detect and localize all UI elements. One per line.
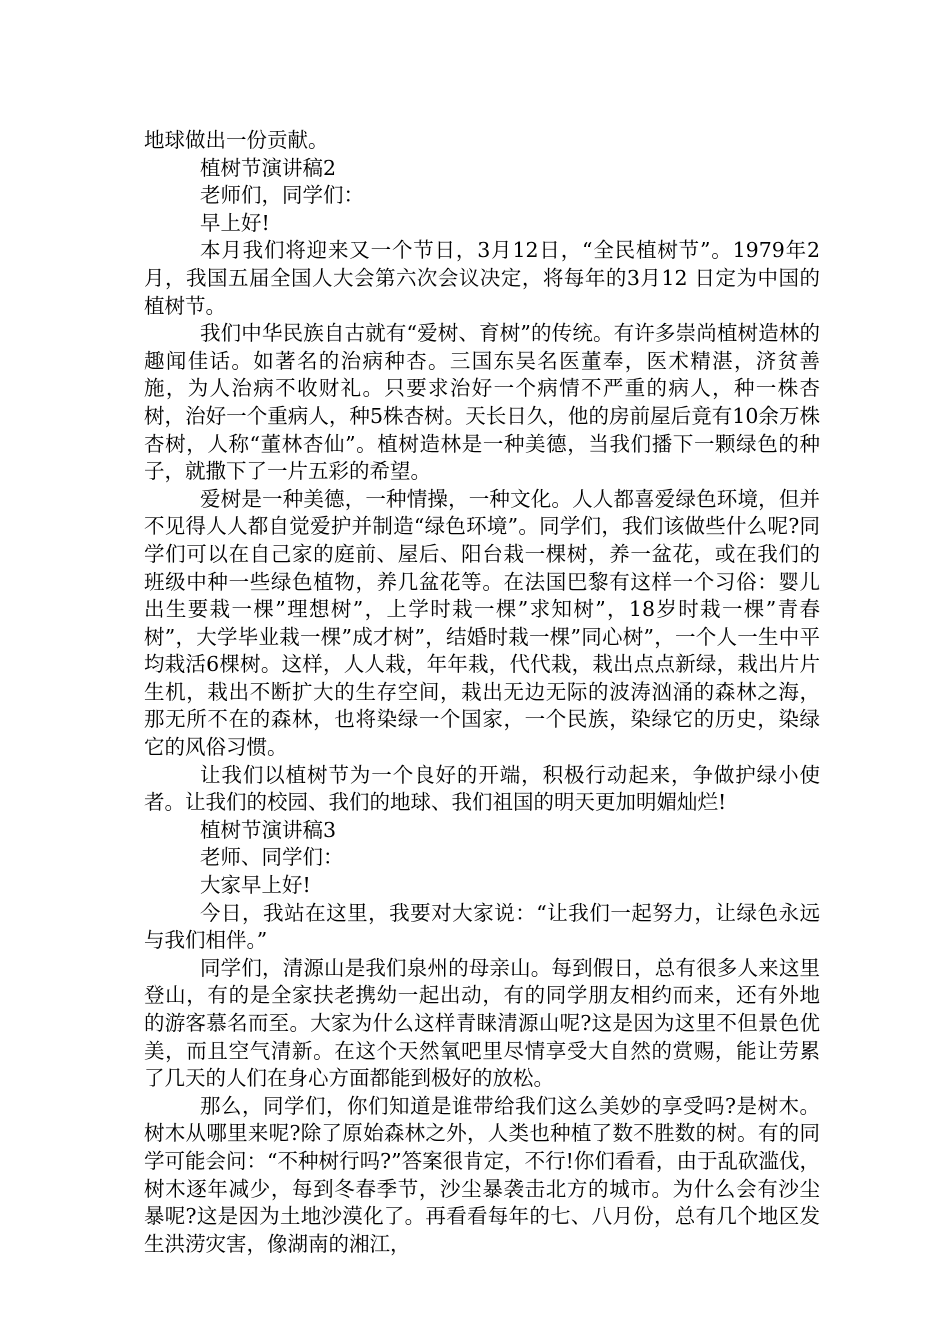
paragraph-5: 本月我们将迎来又一个节日，3月12日，“全民植树节”。1979年2月，我国五届全国人大会第六次会议决定，将每年的3月12 日定为中国的植树节。 bbox=[144, 238, 820, 318]
greeting-2: 早上好! bbox=[200, 210, 270, 235]
salutation-2: 老师们，同学们： bbox=[200, 183, 364, 208]
section-title-3: 植树节演讲稿3 bbox=[200, 817, 337, 842]
paragraph-14: 那么，同学们，你们知道是谁带给我们这么美妙的享受吗?是树木。树木从哪里来呢?除了原始森林之外，人类也种植了数不胜数的树。有的同学可能会问：“不种树行吗?”答案很肯定，不行!你们看看，由于乱砍滥伐，树木逐年减少，每到冬春季节，沙尘暴袭击北方的城市。为什么会有沙尘暴呢?这是因为土地沙漠化了。再看看每年的七、八月份，总有几个地区发生洪涝灾害，像湖南的湘江， bbox=[144, 1093, 820, 1256]
paragraph-1: 地球做出一份贡献。 bbox=[144, 128, 329, 152]
paragraph-8: 让我们以植树节为一个良好的开端，积极行动起来，争做护绿小使者。让我们的校园、我们的地球、我们祖国的明天更加明媚灿烂! bbox=[144, 762, 820, 815]
salutation-3: 老师、同学们： bbox=[200, 845, 344, 870]
section-title-2: 植树节演讲稿2 bbox=[200, 155, 337, 180]
paragraph-13: 同学们，清源山是我们泉州的母亲山。每到假日，总有很多人来这里登山，有的是全家扶老携幼一起出动，有的同学朋友相约而来，还有外地的游客慕名而至。大家为什么这样青睐清源山呢?这是因为这里不但景色优美，而且空气清新。在这个天然氧吧里尽情享受大自然的赏赐，能让劳累了几天的人们在身心方面都能到极好的放松。 bbox=[144, 955, 820, 1091]
document-page bbox=[144, 127, 820, 1258]
paragraph-12: 今日，我站在这里，我要对大家说：“让我们一起努力，让绿色永远与我们相伴。” bbox=[144, 900, 820, 953]
greeting-3: 大家早上好! bbox=[200, 873, 311, 898]
paragraph-6: 我们中华民族自古就有“爱树、育树”的传统。有许多崇尚植树造林的趣闻佳话。如著名的治病种杏。三国东吴名医董奉，医术精湛，济贫善施，为人治病不收财礼。只要求治好一个病情不严重的病人，种一株杏树，治好一个重病人，种5株杏树。天长日久，他的房前屋后竟有10余万株杏树，人称“董林杏仙”。植树造林是一种美德，当我们播下一颗绿色的种子，就撒下了一片五彩的希望。 bbox=[144, 321, 820, 484]
paragraph-7: 爱树是一种美德，一种情操，一种文化。人人都喜爱绿色环境，但并不见得人人都自觉爱护并制造“绿色环境”。同学们，我们该做些什么呢?同学们可以在自己家的庭前、屋后、阳台栽一棵树，养一盆花，或在我们的班级中种一些绿色植物，养几盆花等。在法国巴黎有这样一个习俗：婴儿出生要栽一棵”理想树”，上学时栽一棵”求知树”，18岁时栽一棵”青春树”，大学毕业栽一棵”成才树”，结婚时栽一棵”同心树”，一个人一生中平均栽活6棵树。这样，人人栽，年年栽，代代栽，栽出点点新绿，栽出片片生机，栽出不断扩大的生存空间，栽出无边无际的波涛汹涌的森林之海，那无所不在的森林，也将染绿一个国家，一个民族，染绿它的历史，染绿它的风俗习惯。 bbox=[144, 486, 820, 760]
